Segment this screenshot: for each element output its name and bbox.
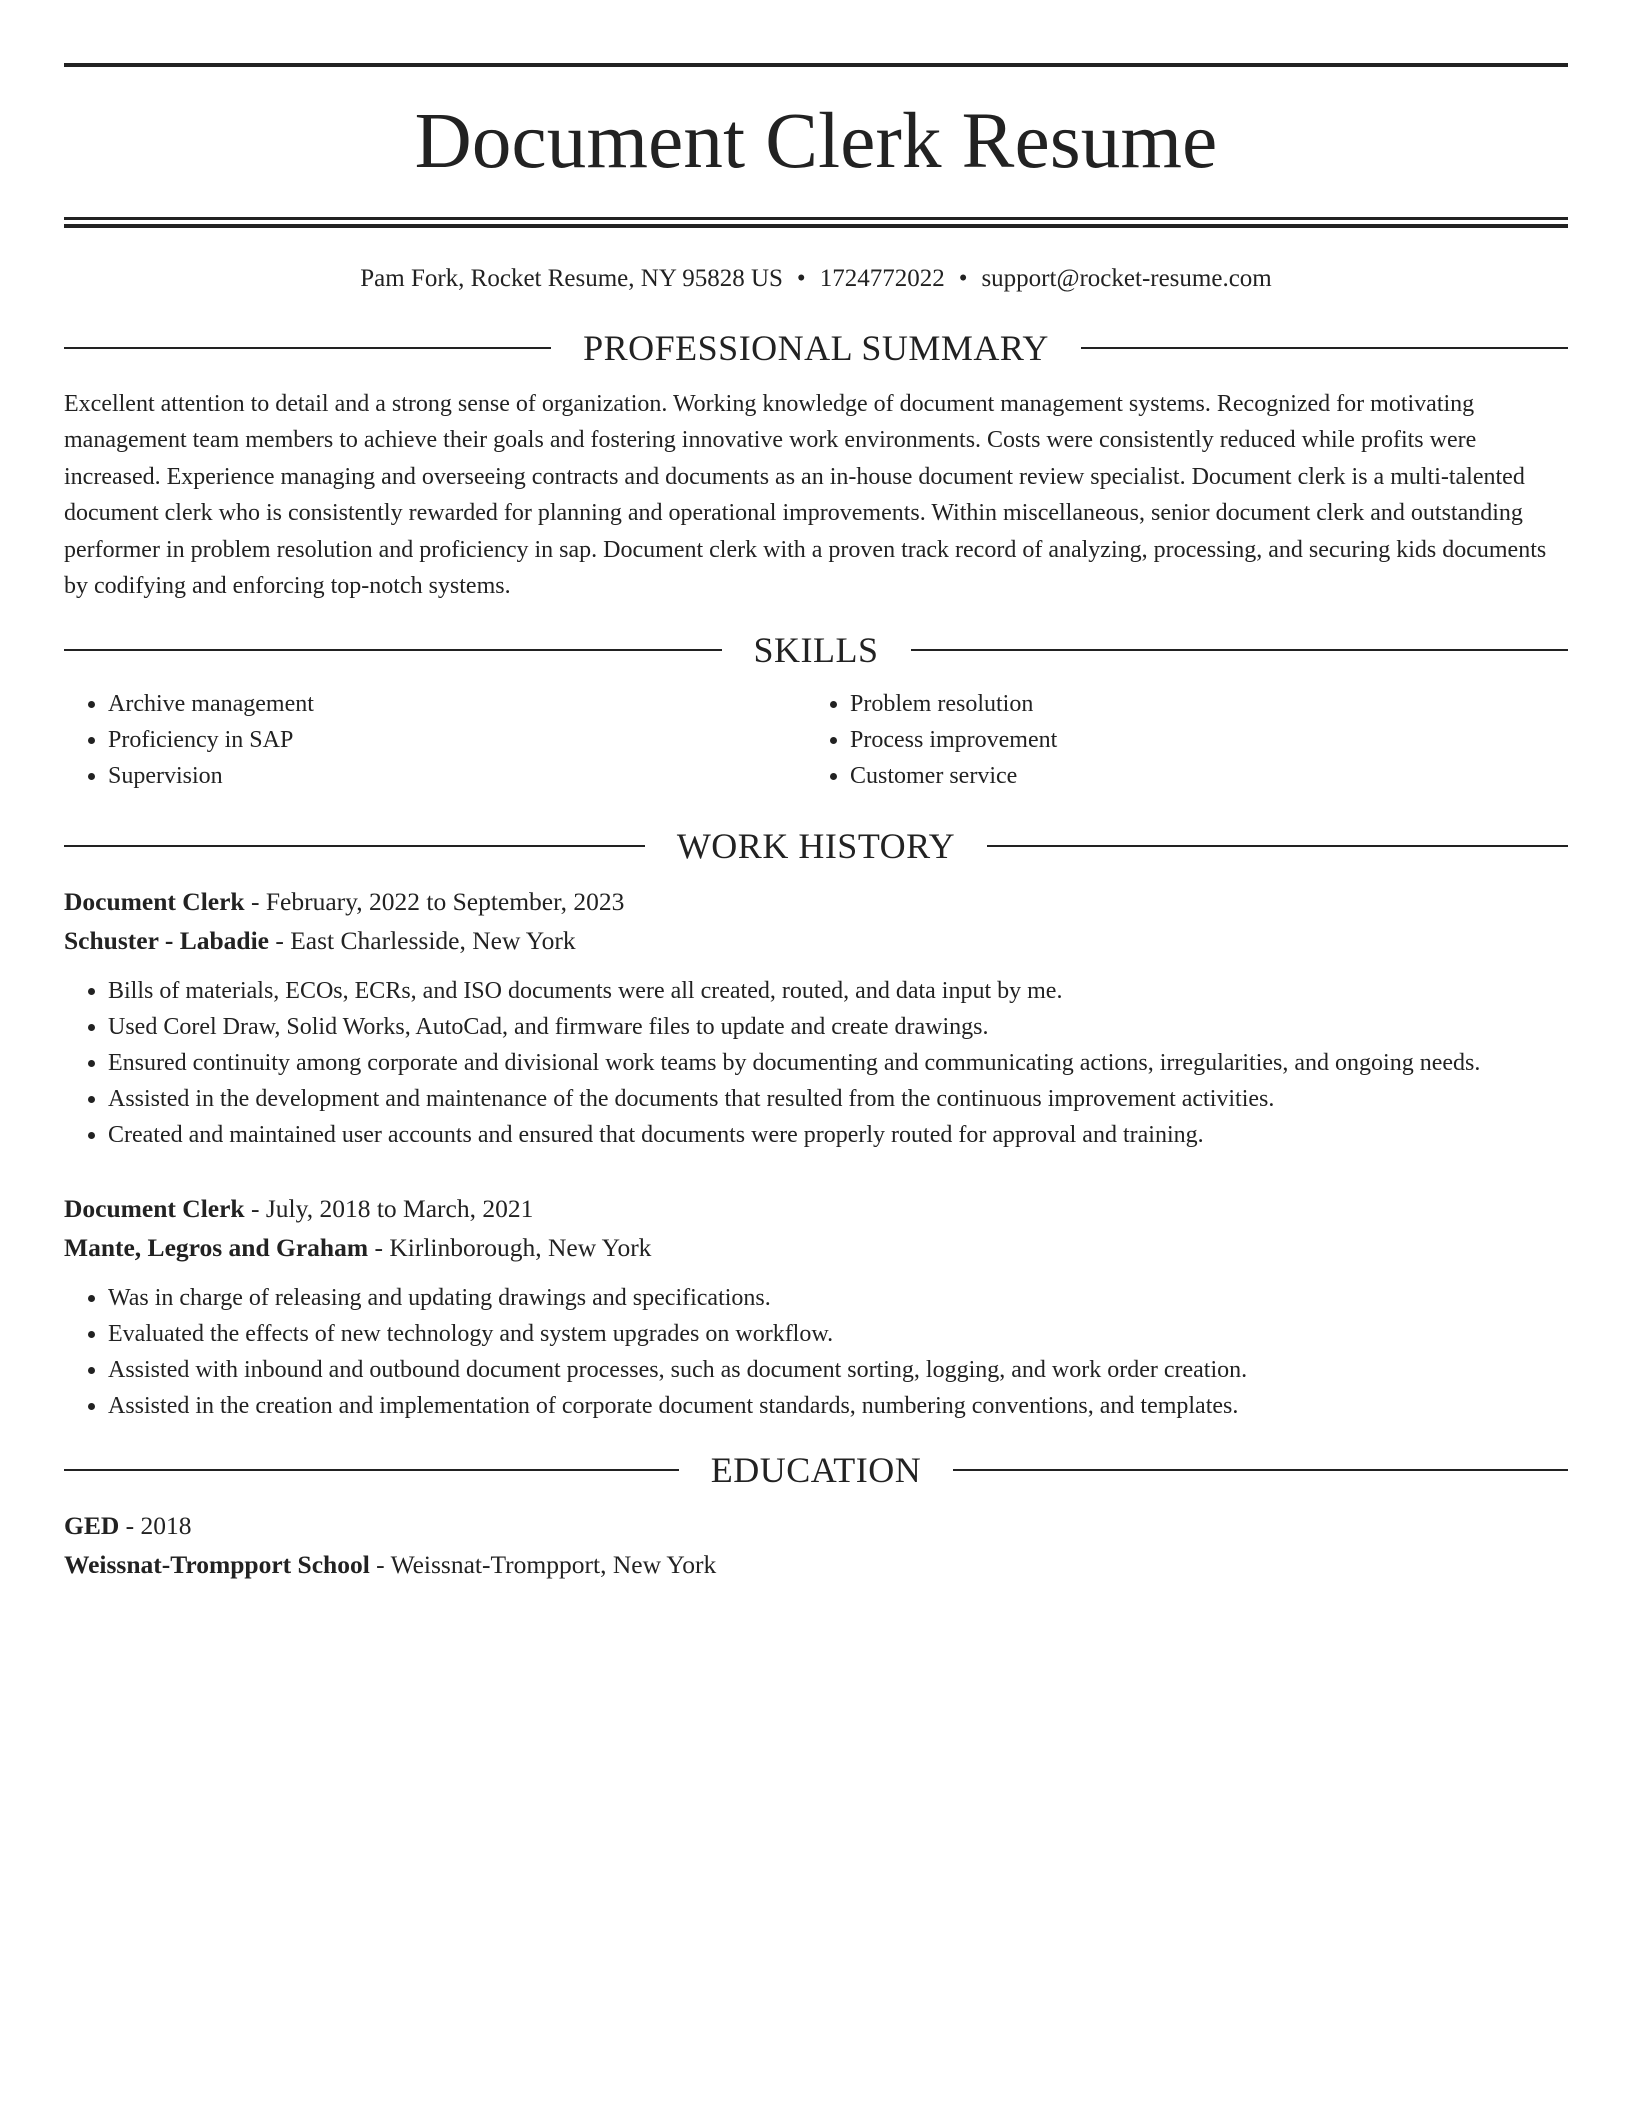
section-title: SKILLS <box>753 630 879 671</box>
education-school-line <box>64 1545 1568 1584</box>
education-location: - Weissnat-Trompport, New York <box>369 1550 717 1580</box>
section-heading-skills <box>64 628 1568 672</box>
job-location: - Kirlinborough, New York <box>368 1233 652 1263</box>
job-duty: • Was in charge of releasing and updating drawings and specifications. <box>108 1280 1568 1316</box>
job-title: Document Clerk <box>64 1194 245 1224</box>
job-duty: • Used Corel Draw, Solid Works, AutoCad, and firmware files to update and create drawings. <box>108 1009 1568 1045</box>
job-company: Schuster - Labadie <box>64 926 269 956</box>
section-heading-work-history <box>64 824 1568 868</box>
job-entry <box>64 1189 1568 1424</box>
job-duties <box>64 1280 1568 1424</box>
contact-address: Pam Fork, Rocket Resume, NY 95828 US <box>360 265 783 292</box>
job-duty: • Ensured continuity among corporate and divisional work teams by documenting and communicating actions, irregularities, and ongoing needs. <box>108 1045 1568 1081</box>
job-duties <box>64 973 1568 1153</box>
job-duty: • Created and maintained user accounts and ensured that documents were properly routed for approval and training. <box>108 1117 1568 1153</box>
education-year: - 2018 <box>119 1511 192 1541</box>
page-title: Document Clerk Resume <box>414 98 1218 185</box>
job-company-line <box>64 921 1568 960</box>
contact-separator: • <box>796 265 806 292</box>
heading-rule <box>953 1469 1568 1471</box>
skill-item: • Process improvement <box>850 722 1568 758</box>
section-title: PROFESSIONAL SUMMARY <box>583 328 1049 368</box>
job-title: Document Clerk <box>64 887 245 917</box>
job-location: - East Charlesside, New York <box>268 926 576 956</box>
job-dates: - February, 2022 to September, 2023 <box>244 887 625 917</box>
section-heading-education <box>64 1448 1568 1492</box>
heading-rule <box>1081 347 1568 349</box>
skill-item: • Problem resolution <box>850 686 1568 722</box>
summary-text: Excellent attention to detail and a strong sense of organization. Working knowledge of document management systems. Recognized for motivating management team members to achieve their goals and fostering innovative work environments. Costs were consistently reduced while profits were increased. Experience managing and overseeing contracts and documents as an in-house document review specialist. Document clerk is a multi-talented document clerk who is consistently rewarded for planning and operational improvements. Within miscellaneous, senior document clerk and outstanding performer in problem resolution and proficiency in sap. Document clerk with a proven track record of analyzing, processing, and securing kids documents by codifying and enforcing top-notch systems. <box>64 391 1547 600</box>
section-heading-summary <box>64 326 1568 370</box>
skill-item: • Archive management <box>108 686 806 722</box>
heading-rule <box>64 649 722 651</box>
education-degree-line <box>64 1506 1568 1545</box>
heading-rule <box>987 845 1568 847</box>
job-entry <box>64 882 1568 1153</box>
skill-item: • Customer service <box>850 758 1568 794</box>
skills-column-left <box>64 686 806 794</box>
skills-column-right <box>806 686 1568 794</box>
job-duty: • Assisted in the creation and implementation of corporate document standards, numbering conventions, and templates. <box>108 1388 1568 1424</box>
contact-line <box>64 264 1568 294</box>
job-duty: • Bills of materials, ECOs, ECRs, and ISO documents were all created, routed, and data input by me. <box>108 973 1568 1009</box>
job-title-line <box>64 1189 1568 1228</box>
education-entry <box>64 1506 1568 1584</box>
heading-rule <box>64 845 645 847</box>
contact-phone: 1724772022 <box>819 265 945 292</box>
job-dates: - July, 2018 to March, 2021 <box>244 1194 534 1224</box>
skills-list <box>64 686 1568 794</box>
title-double-rule <box>64 217 1568 228</box>
heading-rule <box>64 347 551 349</box>
heading-rule <box>64 1469 679 1471</box>
job-company-line <box>64 1228 1568 1267</box>
skill-item: • Proficiency in SAP <box>108 722 806 758</box>
education-school: Weissnat-Trompport School <box>64 1550 370 1580</box>
section-title: EDUCATION <box>710 1450 922 1491</box>
contact-email: support@rocket-resume.com <box>981 265 1272 292</box>
heading-rule <box>911 649 1569 651</box>
top-rule <box>64 63 1568 67</box>
job-duty: • Evaluated the effects of new technology and system upgrades on workflow. <box>108 1316 1568 1352</box>
job-duty: • Assisted with inbound and outbound document processes, such as document sorting, logging, and work order creation. <box>108 1352 1568 1388</box>
contact-separator: • <box>958 265 968 292</box>
section-title: WORK HISTORY <box>676 826 956 867</box>
job-company: Mante, Legros and Graham <box>64 1233 369 1263</box>
skill-item: • Supervision <box>108 758 806 794</box>
education-degree: GED <box>64 1511 120 1541</box>
job-title-line <box>64 882 1568 921</box>
job-duty: • Assisted in the development and maintenance of the documents that resulted from the continuous improvement activities. <box>108 1081 1568 1117</box>
